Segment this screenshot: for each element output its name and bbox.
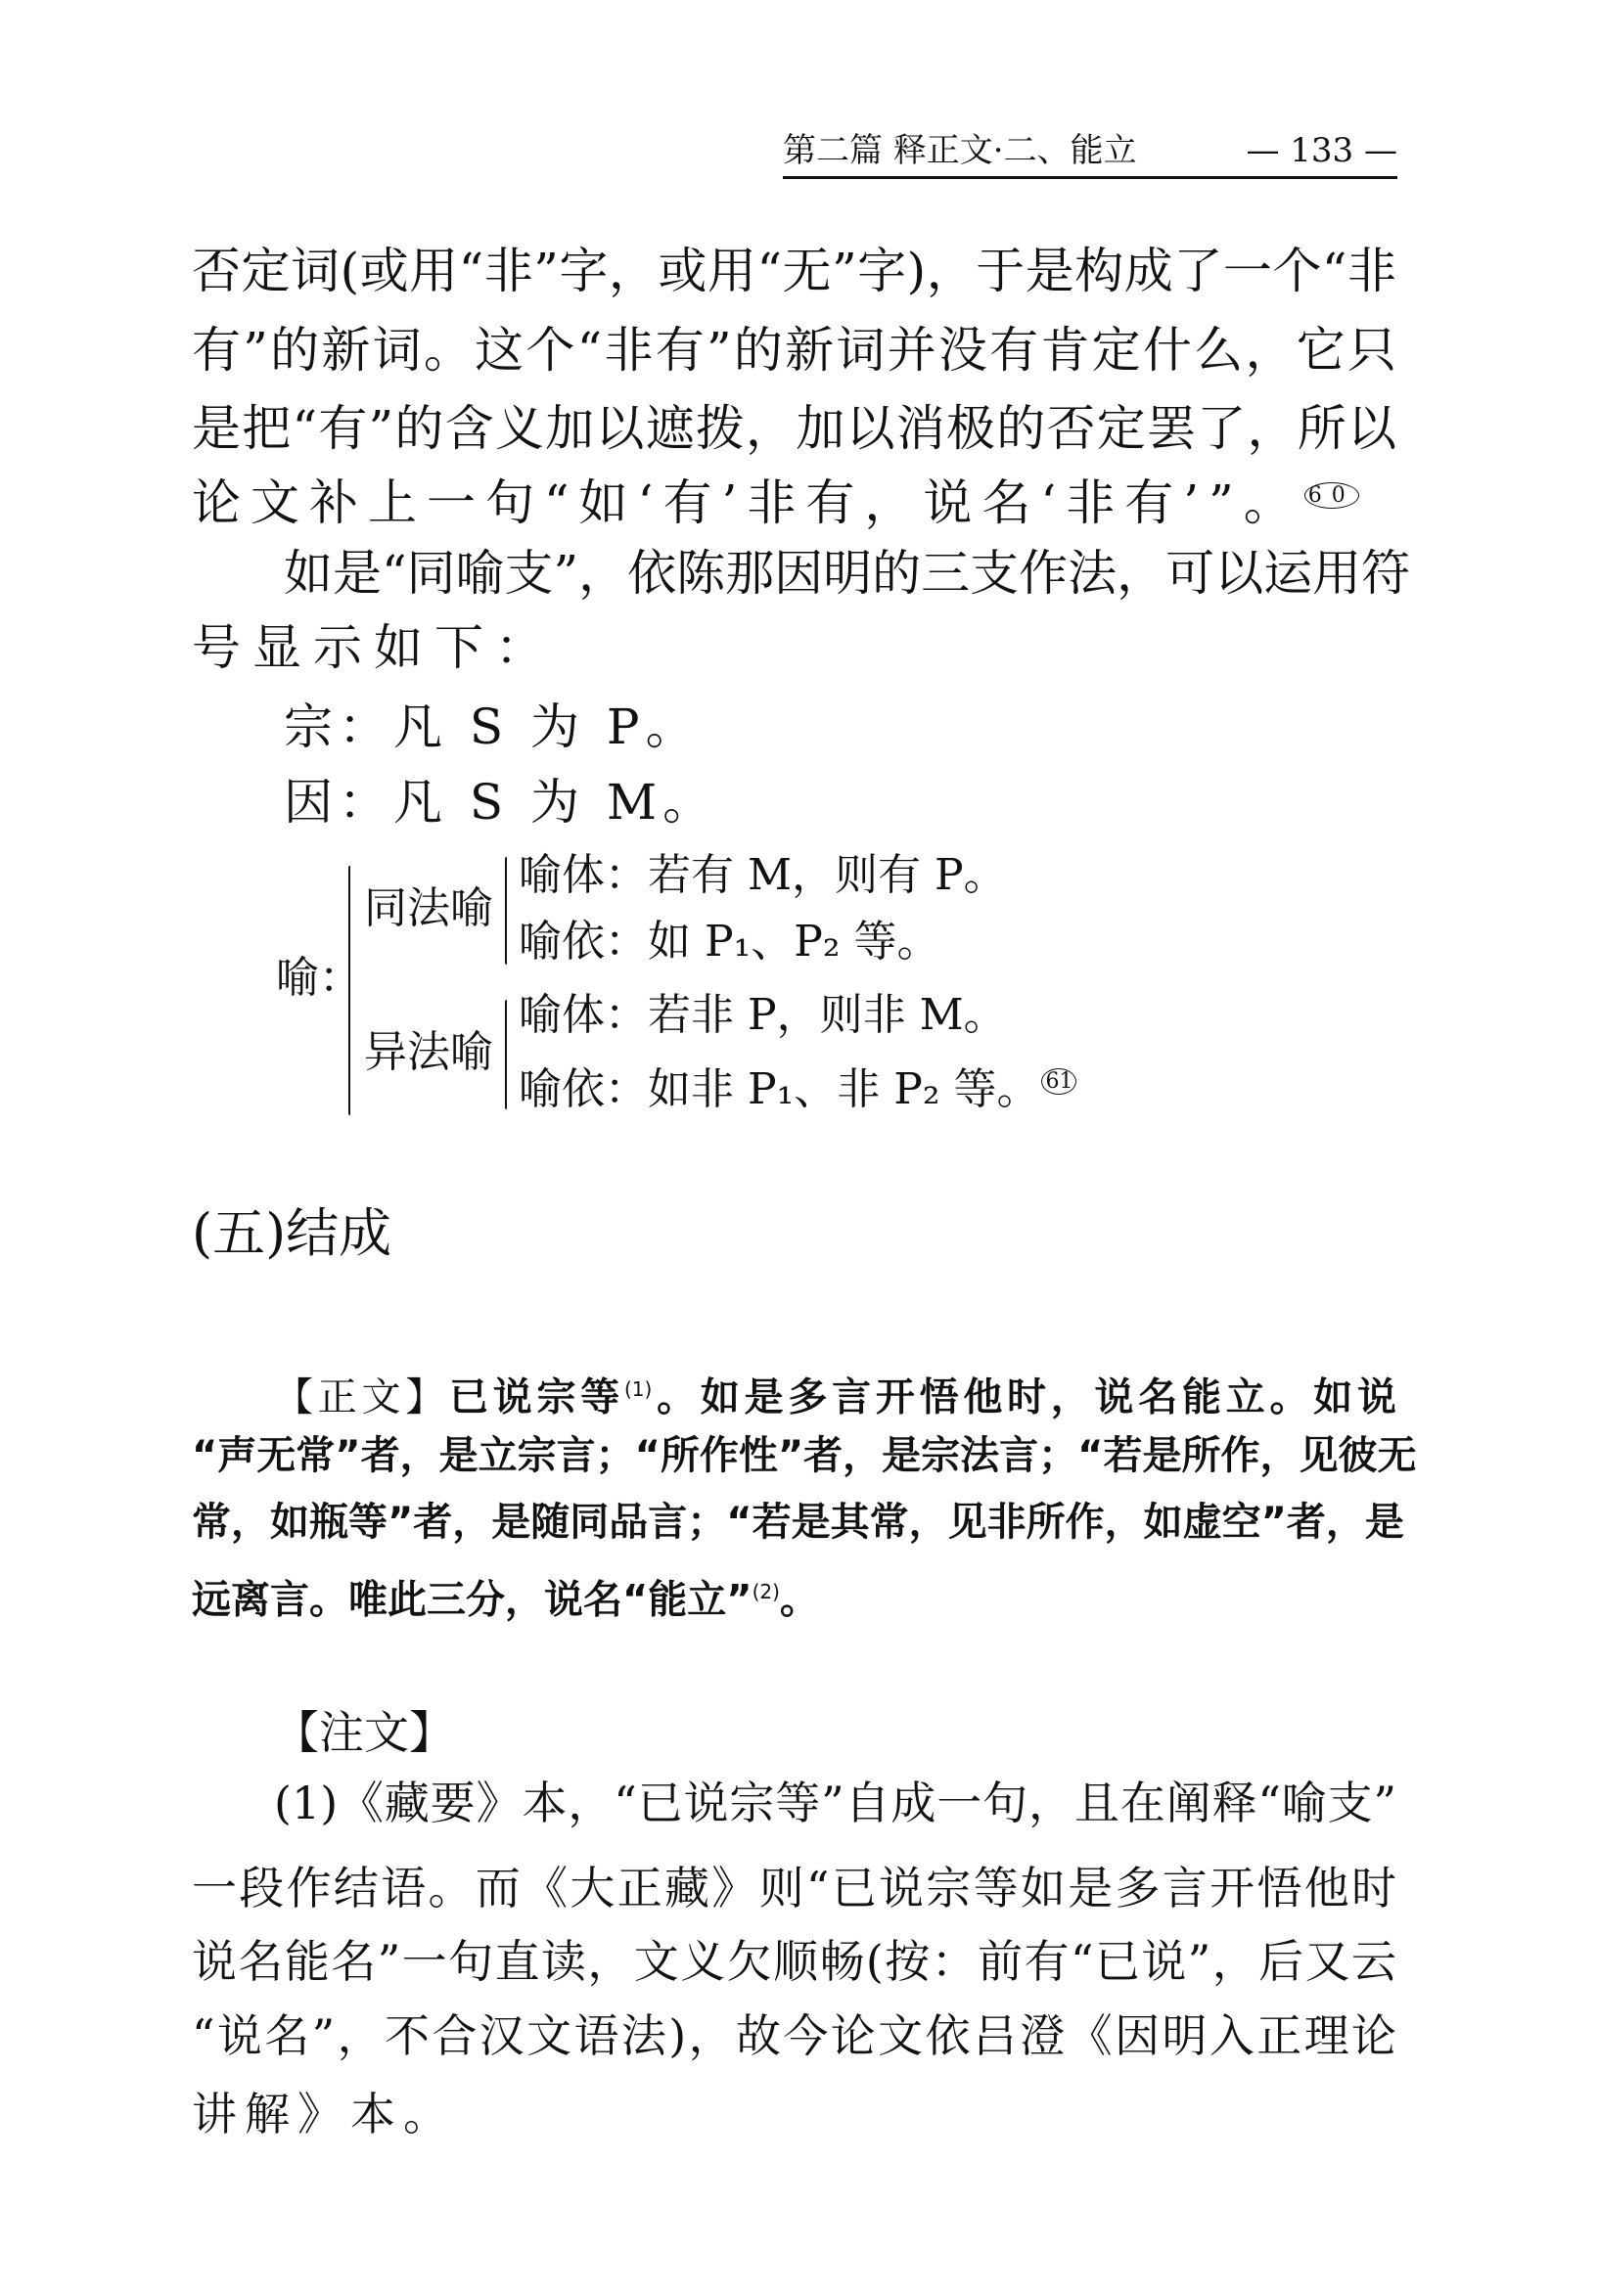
note-ref[interactable]: (2): [752, 1580, 780, 1603]
diff-example-label: 异法喻: [364, 1027, 493, 1077]
main-text: 。如是多言开悟他时，说名能立。如说: [652, 1374, 1397, 1420]
main-text-line: [274, 1360, 1396, 1418]
note-line: “说名”，不合汉文语法)，故今论文依吕澄《因明入正理论: [192, 2009, 1396, 2062]
same-brace: [505, 857, 507, 965]
footnote-marker[interactable]: 60: [1304, 482, 1359, 509]
note-line: 讲解》本。: [192, 2088, 456, 2140]
header-section: 第二篇 释正文·二、能立: [783, 131, 1137, 170]
diff-body: 喻体：若非 P，则非 M。: [519, 990, 1007, 1040]
diagram-root: 喻：: [276, 953, 362, 1003]
notes-label: 【注文】: [274, 1706, 454, 1759]
page-number: — 133 —: [1246, 131, 1397, 170]
main-text: 远离言。唯此三分，说名“能立”: [192, 1577, 753, 1623]
reason-line: 因：凡 S 为 M。: [284, 774, 718, 831]
note-line: 说名能名”一句直读，文义欠顺畅(按：前有“已说”，后又云: [192, 1935, 1396, 1988]
diff-examples-text: 喻依：如非 P₁、非 P₂ 等。: [519, 1064, 1040, 1114]
diff-brace: [505, 1000, 507, 1109]
body-line: 如是“同喻支”，依陈那因明的三支作法，可以运用符: [284, 545, 1411, 602]
same-examples: 喻依：如 P₁、P₂ 等。: [519, 917, 940, 967]
note-line: (1)《藏要》本，“已说宗等”自成一句，且在阐释“喻支”: [274, 1777, 1396, 1829]
same-example-label: 同法喻: [364, 883, 493, 933]
diff-examples: [519, 1063, 1076, 1116]
body-line: 有”的新词。这个“非有”的新词并没有肯定什么，它只: [192, 322, 1396, 379]
main-text-line: “声无常”者，是立宗言；“所作性”者，是宗法言；“若是所作，见彼无: [192, 1433, 1417, 1478]
note-line: 一段作结语。而《大正藏》则“已说宗等如是多言开悟他时: [192, 1862, 1396, 1914]
running-header: [783, 131, 1397, 170]
section-heading: (五)结成: [192, 1202, 392, 1264]
main-text-label: 【正文】: [274, 1374, 449, 1420]
body-line: [192, 473, 1359, 532]
note-ref[interactable]: (1): [624, 1377, 653, 1401]
thesis-line: 宗：凡 S 为 P。: [284, 698, 701, 755]
main-text-line: 常，如瓶等”者，是随同品言；“若是其常，见非所作，如虚空”者，是: [192, 1500, 1404, 1545]
body-line-text: 论文补上一句“如‘有’非有，说名‘非有’”。: [192, 474, 1302, 531]
big-brace: [348, 866, 350, 1115]
main-text-line: [192, 1562, 819, 1621]
same-body: 喻体：若有 M，则有 P。: [519, 850, 1007, 900]
header-rule: [783, 176, 1397, 179]
body-line: 是把“有”的含义加以遮拨，加以消极的否定罢了，所以: [192, 400, 1396, 457]
main-text: 已说宗等: [449, 1374, 624, 1420]
main-text: 。: [779, 1577, 819, 1623]
footnote-marker[interactable]: 61: [1041, 1068, 1076, 1095]
body-line: 号显示如下：: [192, 619, 556, 676]
body-line: 否定词(或用“非”字，或用“无”字)，于是构成了一个“非: [192, 243, 1396, 299]
